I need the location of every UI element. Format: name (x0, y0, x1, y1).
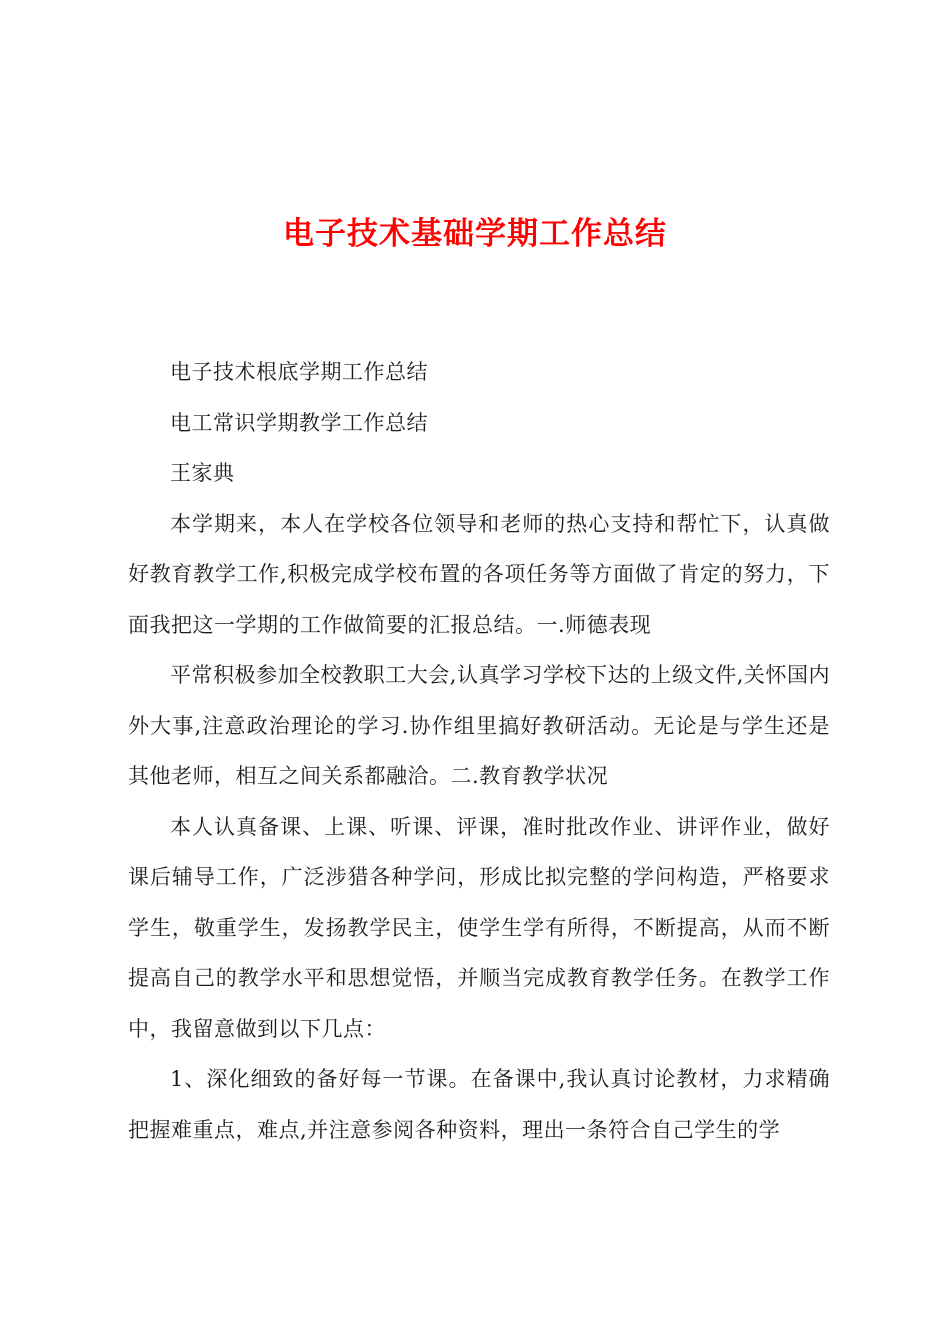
paragraph-lesson-prep: 1、深化细致的备好每一节课。在备课中,我认真讨论教材，力求精确把握难重点，难点,并注意参阅各种资料，理出一条符合自己学生的学 (128, 1067, 830, 1142)
paragraph-intro: 本学期来，本人在学校各位领导和老师的热心支持和帮忙下，认真做好教育教学工作,积极完成学校布置的各项任务等方面做了肯定的努力，下面我把这一学期的工作做简要的汇报总结。一.师德表现 (128, 511, 830, 637)
paragraph-ethics: 平常积极参加全校教职工大会,认真学习学校下达的上级文件,关怀国内外大事,注意政治理论的学习.协作组里搞好教研活动。无论是与学生还是其他老师，相互之间关系都融洽。二.教育教学状况 (128, 663, 830, 788)
paragraph-subtitle: 电子技术根底学期工作总结 (170, 360, 428, 384)
paragraph-teaching: 本人认真备课、上课、听课、评课，准时批改作业、讲评作业，做好课后辅导工作，广泛涉猎各种学问，形成比拟完整的学问构造，严格要求学生，敬重学生，发扬教学民主，使学生学有所得，不断提高，从而不断提高自己的教学水平和思想觉悟，并顺当完成教育教学任务。在教学工作中，我留意做到以下几点： (128, 814, 830, 1041)
paragraph-author: 王家典 (170, 461, 235, 485)
paragraph-subject: 电工常识学期教学工作总结 (170, 410, 428, 435)
document-title: 电子技术基础学期工作总结 (283, 216, 667, 252)
document-body (128, 347, 830, 1155)
